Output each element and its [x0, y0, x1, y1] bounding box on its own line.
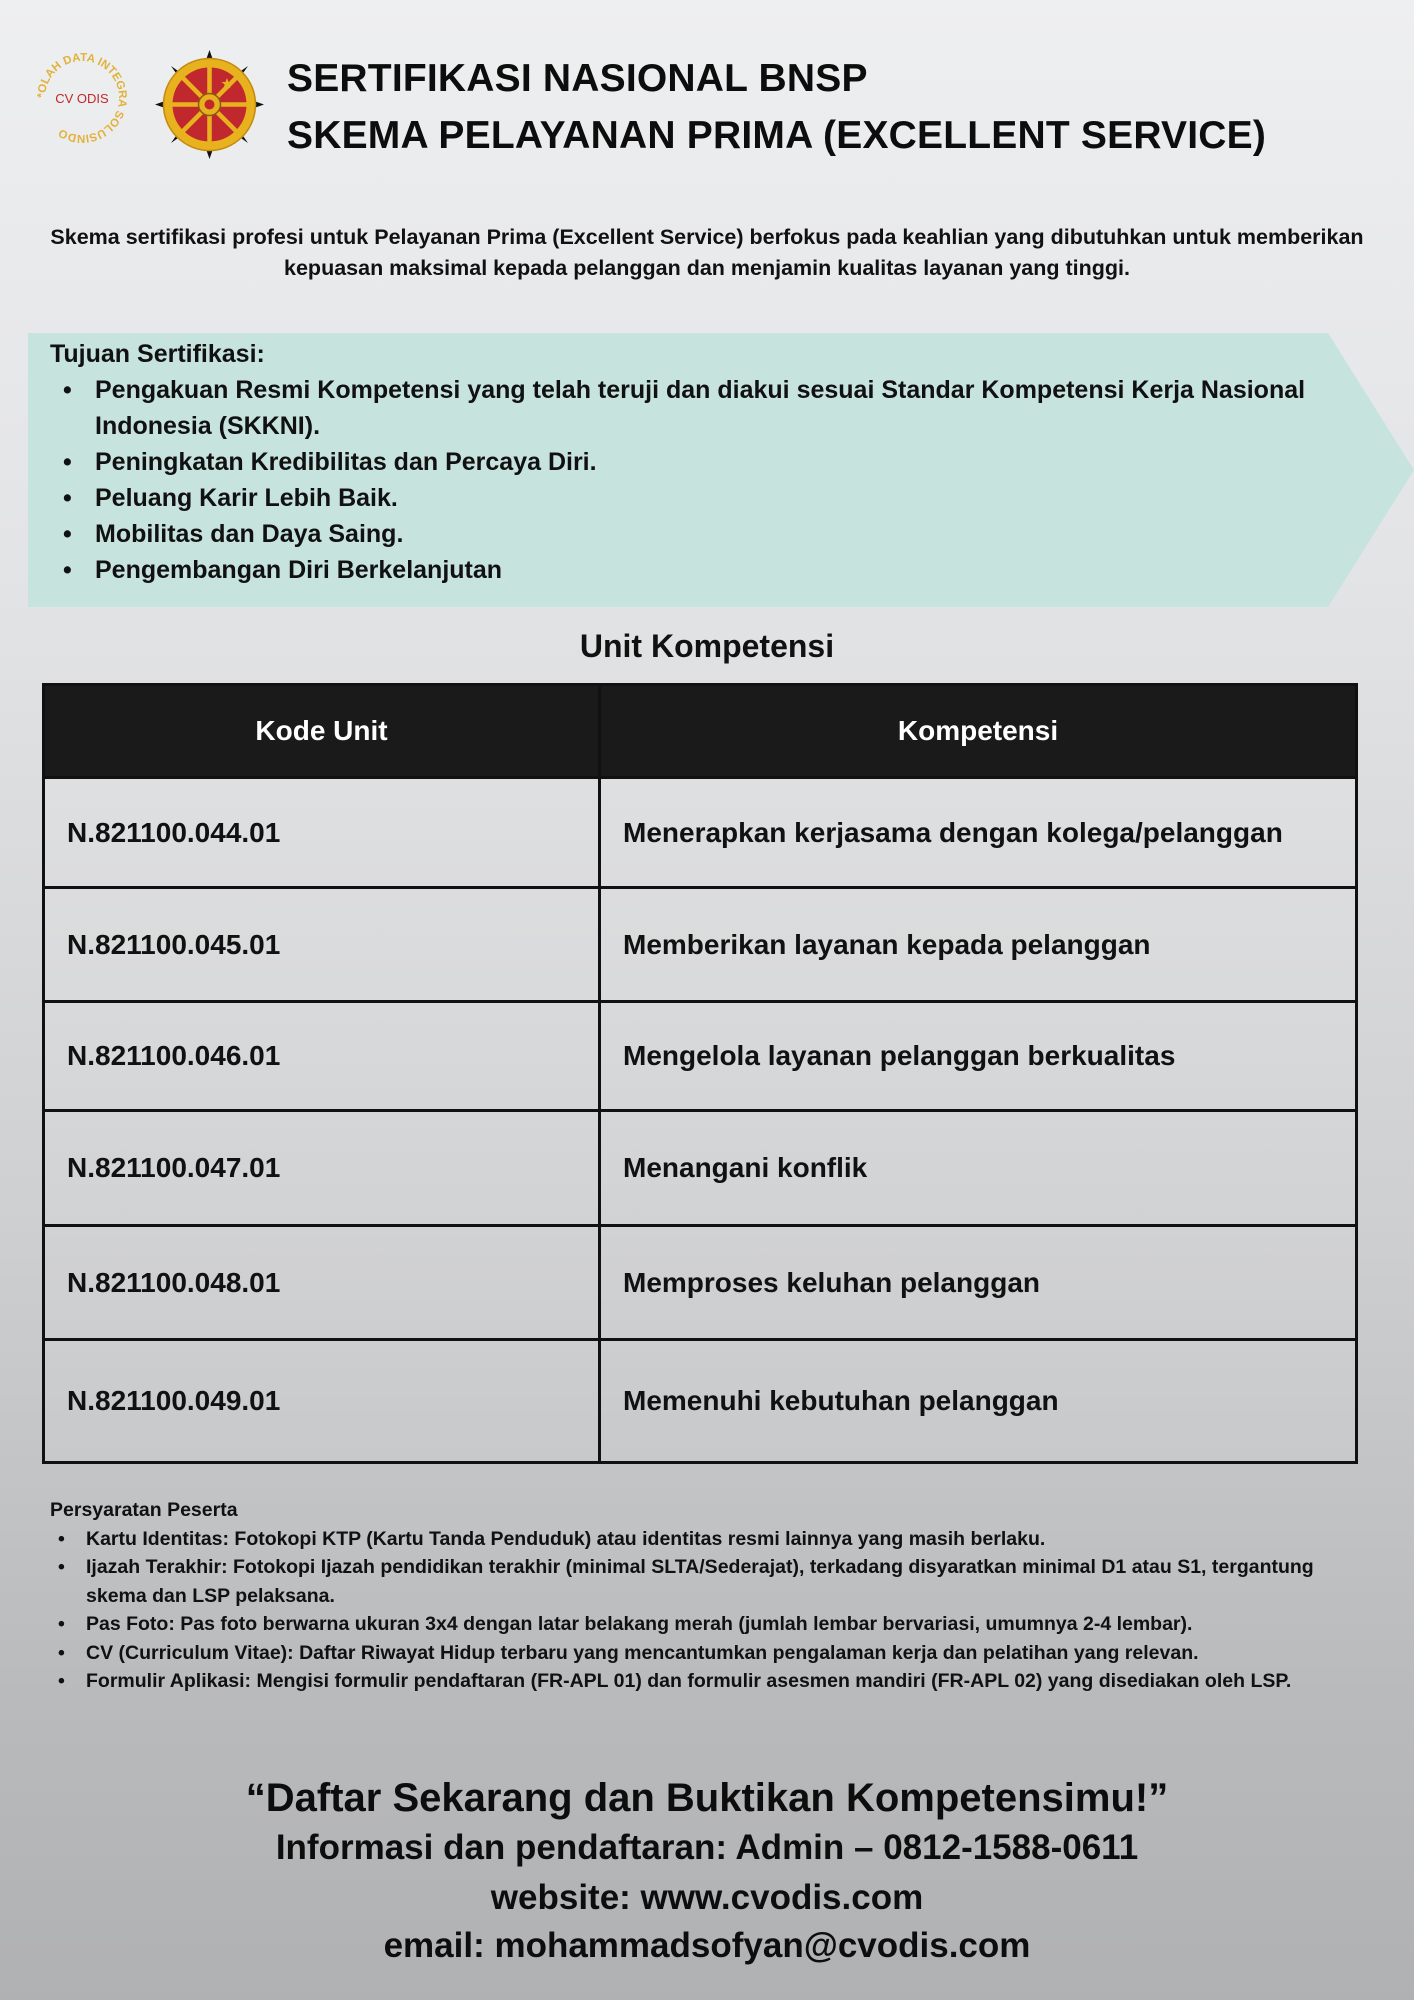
- contact-email: email: mohammadsofyan@cvodis.com: [383, 1926, 1031, 1965]
- table-row: [44, 778, 1357, 888]
- kompetensi-cell: Memberikan layanan kepada pelanggan: [600, 888, 1357, 1002]
- tujuan-heading: Tujuan Sertifikasi:: [50, 340, 265, 368]
- kompetensi-cell: Menerapkan kerjasama dengan kolega/pelanggan: [600, 778, 1357, 888]
- contact-phone: Informasi dan pendaftaran: Admin – 0812-1588-0611: [275, 1828, 1139, 1867]
- tujuan-item: • Pengembangan Diri Berkelanjutan: [50, 552, 1310, 588]
- tujuan-list: [50, 372, 1310, 588]
- persyaratan-item: • Ijazah Terakhir: Fotokopi Ijazah pendidikan terakhir (minimal SLTA/Sederajat), terkadang disyaratkan minimal D1 atau S1, tergantung skema dan LSP pelaksana.: [50, 1553, 1360, 1610]
- unit-kompetensi-table: [42, 683, 1358, 1464]
- contact-website: website: www.cvodis.com: [490, 1878, 924, 1917]
- persyaratan-section: [50, 1496, 1360, 1696]
- table-row: [44, 1226, 1357, 1340]
- tujuan-item: • Mobilitas dan Daya Saing.: [50, 516, 1310, 552]
- kompetensi-cell: Memproses keluhan pelanggan: [600, 1226, 1357, 1340]
- kompetensi-cell: Menangani konflik: [600, 1111, 1357, 1226]
- persyaratan-item: • Kartu Identitas: Fotokopi KTP (Kartu Tanda Penduduk) atau identitas resmi lainnya yang masih berlaku.: [50, 1525, 1360, 1554]
- persyaratan-item: • Pas Foto: Pas foto berwarna ukuran 3x4 dengan latar belakang merah (jumlah lembar bervariasi, umumnya 2-4 lembar).: [50, 1610, 1360, 1639]
- persyaratan-heading: Persyaratan Peserta: [50, 1499, 238, 1521]
- column-header-kompetensi: Kompetensi: [600, 685, 1357, 778]
- bnsp-logo: [153, 48, 266, 161]
- persyaratan-item: • Formulir Aplikasi: Mengisi formulir pendaftaran (FR-APL 01) dan formulir asesmen mandiri (FR-APL 02) yang disediakan oleh LSP.: [50, 1667, 1360, 1696]
- kode-unit-cell: N.821100.045.01: [44, 888, 600, 1002]
- odis-center-text: CV ODIS: [55, 91, 109, 106]
- tujuan-item: • Peluang Karir Lebih Baik.: [50, 480, 1310, 516]
- persyaratan-list: [50, 1525, 1360, 1696]
- kode-unit-cell: N.821100.047.01: [44, 1111, 600, 1226]
- intro-paragraph: Skema sertifikasi profesi untuk Pelayanan Prima (Excellent Service) berfokus pada keahlian yang dibutuhkan untuk memberikan kepuasan maksimal kepada pelanggan dan menjamin kualitas layanan yang tinggi.: [50, 225, 1364, 280]
- page-title-line-2: SKEMA PELAYANAN PRIMA (EXCELLENT SERVICE): [287, 114, 1267, 157]
- tujuan-item: • Pengakuan Resmi Kompetensi yang telah teruji dan diakui sesuai Standar Kompetensi Kerja Nasional Indonesia (SKKNI).: [50, 372, 1310, 444]
- cv-odis-logo: [32, 48, 132, 148]
- odis-ring-text: *OLAH DATA INTEGRA SOLUSINDO: [35, 51, 129, 145]
- unit-kompetensi-heading: Unit Kompetensi: [579, 628, 835, 664]
- kompetensi-cell: Mengelola layanan pelanggan berkualitas: [600, 1002, 1357, 1111]
- cv-odis-logo-icon: [32, 48, 132, 148]
- tujuan-item: • Peningkatan Kredibilitas dan Percaya Diri.: [50, 444, 1310, 480]
- kode-unit-cell: N.821100.049.01: [44, 1340, 600, 1463]
- persyaratan-item: • CV (Curriculum Vitae): Daftar Riwayat Hidup terbaru yang mencantumkan pengalaman kerja dan pelatihan yang relevan.: [50, 1639, 1360, 1668]
- bnsp-wheel-icon: [153, 48, 266, 161]
- kompetensi-cell: Memenuhi kebutuhan pelanggan: [600, 1340, 1357, 1463]
- column-header-kode: Kode Unit: [44, 685, 600, 778]
- page-title-line-1: SERTIFIKASI NASIONAL BNSP: [287, 57, 868, 100]
- table-header-row: [44, 685, 1357, 778]
- table-row: [44, 1340, 1357, 1463]
- cta-slogan: “Daftar Sekarang dan Buktikan Kompetensimu!”: [245, 1776, 1169, 1820]
- kode-unit-cell: N.821100.048.01: [44, 1226, 600, 1340]
- table-row: [44, 1002, 1357, 1111]
- kode-unit-cell: N.821100.046.01: [44, 1002, 600, 1111]
- tujuan-section: [50, 336, 1310, 588]
- kode-unit-cell: N.821100.044.01: [44, 778, 600, 888]
- table-row: [44, 888, 1357, 1002]
- table-row: [44, 1111, 1357, 1226]
